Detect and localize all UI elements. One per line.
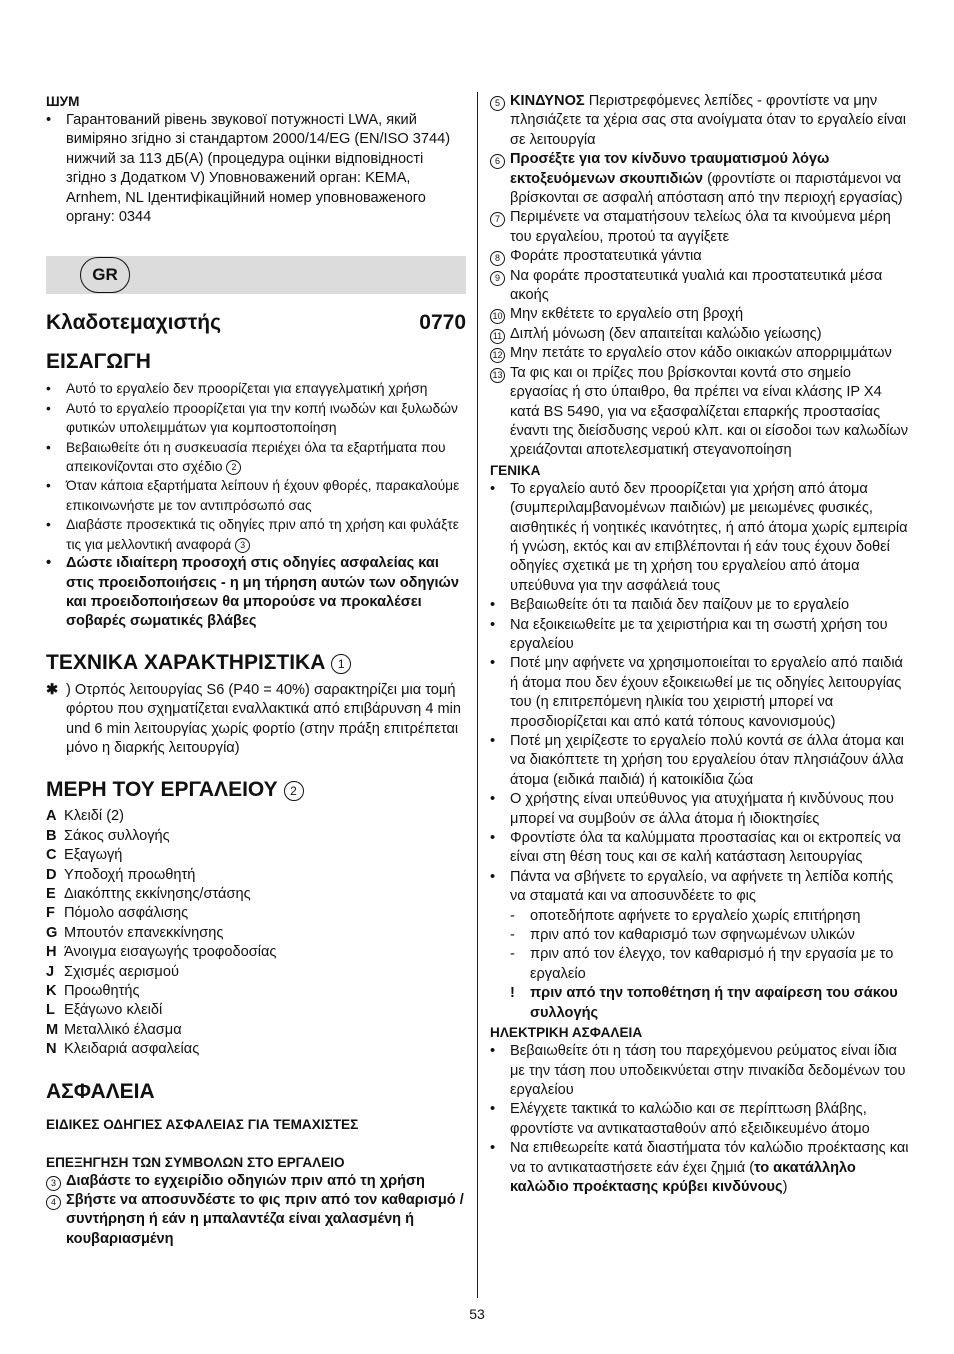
general-item: • Ο χρήστης είναι υπεύθυνος για ατυχήματα ή κινδύνους που μπορεί να συμβούν σε άλλα άτομα ή ιδιοκτησίες — [490, 790, 910, 829]
symbol-item — [490, 325, 910, 344]
general-item: • Να εξοικειωθείτε με τα χειριστήρια και τη σωστή χρήση του εργαλείου — [490, 616, 910, 655]
general-dash-list — [490, 907, 910, 985]
language-badge: GR — [80, 257, 130, 293]
figure-ref: 2 — [284, 781, 304, 801]
symbol-number: 4 — [46, 1195, 61, 1210]
symbol-item — [490, 208, 910, 247]
exclamation-icon: ! — [510, 985, 515, 1002]
part-label: Άνοιγμα εισαγωγής τροφοδοσίας — [64, 944, 277, 961]
symbol-number: 10 — [490, 309, 505, 324]
symbol-text: Φοράτε προστατευτικά γάντια — [510, 248, 702, 265]
figure-ref: 2 — [226, 460, 241, 475]
part-item — [46, 807, 466, 826]
part-label: Κλειδαριά ασφαλείας — [64, 1041, 200, 1058]
intro-list — [46, 379, 466, 631]
electrical-item: • Ελέγχετε τακτικά το καλώδιο και σε περίπτωση βλάβης, φροντίστε να αντικατασταθούν από εξειδικευμένο άτομο — [490, 1100, 910, 1139]
part-key: H — [46, 944, 57, 961]
symbol-item — [490, 247, 910, 266]
electrical-list — [490, 1042, 910, 1197]
symbol-text: Να φοράτε προστατευτικά γυαλιά και προστατευτικά μέσα ακοής — [510, 267, 883, 304]
intro-item-text: Βεβαιωθείτε ότι η συσκευασία περιέχει όλα τα εξαρτήματα που απεικονίζονται στο σχέδιο — [66, 439, 446, 475]
part-item — [46, 846, 466, 865]
part-key: G — [46, 924, 58, 941]
warning-note — [490, 984, 910, 1023]
noise-list — [46, 111, 466, 227]
symbol-item — [490, 150, 910, 208]
part-key: F — [46, 905, 55, 922]
parts-heading — [46, 777, 466, 803]
part-item — [46, 866, 466, 885]
part-key: A — [46, 808, 57, 825]
language-bar — [46, 256, 466, 294]
symbol-number: 8 — [490, 251, 505, 266]
safety-subheading-shredders: ΕΙΔΙΚΕΣ ΟΔΗΓΙΕΣ ΑΣΦΑΛΕΙΑΣ ΓΙΑ ΤΕΜΑΧΙΣΤΕΣ — [46, 1116, 359, 1132]
part-item — [46, 1040, 466, 1059]
part-key: M — [46, 1021, 59, 1038]
part-item — [46, 943, 466, 962]
specs-heading-text: ΤΕΧΝΙΚΑ ΧΑΡΑΚΤΗΡΙΣΤΙΚΑ — [46, 650, 326, 674]
symbol-text: (φροντίστε οι παριστάμενοι να βρίσκονται σε ασφαλή απόσταση από την περιοχή εργασίας) — [510, 170, 903, 207]
symbol-item — [490, 92, 910, 150]
part-label: Μπουτόν επανεκκίνησης — [64, 924, 224, 941]
general-heading: ΓΕΝΙΚΑ — [490, 462, 541, 478]
part-label: Σάκος συλλογής — [64, 827, 170, 844]
part-label: Υποδοχή προωθητή — [64, 866, 196, 883]
symbol-item — [490, 267, 910, 306]
intro-item: • Αυτό το εργαλείο δεν προορίζεται για επαγγελματική χρήση — [46, 379, 466, 398]
intro-heading: ΕΙΣΑΓΩΓΗ — [46, 350, 151, 374]
intro-item — [46, 438, 466, 477]
symbol-number: 3 — [46, 1176, 61, 1191]
part-key: B — [46, 827, 57, 844]
part-label: Προωθητής — [64, 983, 140, 999]
page-number: 53 — [469, 1306, 485, 1322]
symbol-text: Τα φις και οι πρίζες που βρίσκονται κοντά στο σημείο εργασίας ή στο ύπαιθρο, θα πρέπει να είναι κλάσης IP X4 κατά BS 5490, για να εξασφαλίζεται επαρκής προστασίας έναντι της διείσδυσης νερού κλπ. και οι είσοδοι των καλωδίων χρειάζονται αποτελεσματική στεγανοποίηση — [510, 364, 909, 459]
electrical-item-bold: το ακατάλληλο καλώδιο προέκτασης κρύβει κινδύνους — [510, 1159, 856, 1195]
symbol-number: 7 — [490, 212, 505, 227]
part-label: Διακόπτης εκκίνησης/στάσης — [64, 885, 251, 902]
general-item: • Πάντα να σβήνετε το εργαλείο, να αφήνετε τη λεπίδα κοπής να σταματά και να αποσυνδέετε το φις — [490, 868, 910, 907]
symbol-text: Περιστρεφόμενες λεπίδες - φροντίστε να μην πλησιάζετε τα χέρια σας στα ανοίγματα όταν το εργαλείο είναι σε λειτουργία — [510, 93, 907, 148]
electrical-item: • Βεβαιωθείτε ότι η τάση του παρεχόμενου ρεύματος είναι ίδια με την τάση που υποδεικνύεται στην πινακίδα δεδομένων του εργαλείου — [490, 1042, 910, 1100]
symbol-number: 11 — [490, 329, 505, 344]
asterisk-icon: ✱ — [46, 681, 59, 698]
symbol-text: Διαβάστε το εγχειρίδιο οδηγιών πριν από τη χρήση — [66, 1172, 425, 1189]
right-column — [490, 92, 910, 1197]
part-key: C — [46, 847, 57, 864]
symbol-text: Μην εκθέτετε το εργαλείο στη βροχή — [510, 306, 744, 323]
electrical-item — [490, 1139, 910, 1197]
part-label: Εξάγωνο κλειδί — [64, 1002, 163, 1019]
intro-item: • Αυτό το εργαλείο προορίζεται για την κοπή ινωδών και ξυλωδών φυτικών υπολειμμάτων για κομποστοποίηση — [46, 399, 466, 438]
part-item — [46, 982, 466, 1001]
specs-note — [46, 681, 466, 759]
column-divider — [477, 92, 478, 1298]
general-list — [490, 480, 910, 907]
part-label: Εξαγωγή — [64, 847, 123, 864]
intro-item — [46, 515, 466, 554]
symbol-item — [46, 1191, 466, 1249]
intro-item: • Όταν κάποια εξαρτήματα λείπουν ή έχουν φθορές, παρακαλούμε επικοινωνήστε με τον αντιπρόσωπό σας — [46, 476, 466, 515]
general-item: • Φροντίστε όλα τα καλύμματα προστασίας και οι εκτροπείς να είναι στη θέση τους και σε καλή κατάσταση λειτουργίας — [490, 829, 910, 868]
part-label: Μεταλλικό έλασμα — [64, 1021, 182, 1038]
part-label: Κλειδί (2) — [64, 808, 125, 825]
electrical-item-text: Να επιθεωρείτε κατά διαστήματα τόν καλώδιο προέκτασης και να το αντικαταστήσετε εάν έχει ζημιά ( — [510, 1140, 909, 1176]
noise-item: • Гарантований рівень звукової потужності LWA, який виміряно згідно зі стандартом 2000/14/EG (EN/ISO 3744) нижчий за 113 дБ(А) (процедура оцінки відповідності згідно з Додатком V) Уповноважений орган: KEMA, Arnhem, NL Ідентифікаційний номер уповноваженого органу: 0344 — [46, 111, 466, 227]
general-item: • Ποτέ μην αφήνετε να χρησιμοποιείται το εργαλείο από παιδιά ή άτομα που δεν έχουν εξοικειωθεί με τις οδηγίες λειτουργίας του (η επιτρεπόμενη ηλικία του χειριστή μπορεί να προσδιορίζεται και από κατά τόπους κανονισμούς) — [490, 654, 910, 732]
noise-heading: ШУМ — [46, 94, 80, 109]
part-item — [46, 1001, 466, 1020]
part-item — [46, 963, 466, 982]
part-label: Σχισμές αερισμού — [64, 963, 179, 980]
safety-heading: ΑΣΦΑΛΕΙΑ — [46, 1079, 155, 1103]
electrical-item-end: ) — [782, 1178, 788, 1195]
specs-heading — [46, 650, 466, 676]
product-title-row — [46, 310, 466, 336]
symbol-number: 6 — [490, 154, 505, 169]
symbol-item — [46, 1172, 466, 1191]
symbol-text: Περιμένετε να σταματήσουν τελείως όλα τα κινούμενα μέρη του εργαλείου, προτού τα αγγίξετε — [510, 209, 891, 245]
product-title: Κλαδοτεμαχιστής — [46, 311, 221, 335]
symbol-number: 9 — [490, 271, 505, 286]
parts-heading-text: ΜΕΡΗ ΤΟΥ ΕΡΓΑΛΕΙΟΥ — [46, 778, 278, 802]
part-label: Πόμολο ασφάλισης — [64, 905, 189, 922]
part-item — [46, 885, 466, 904]
part-key: L — [46, 1002, 55, 1019]
symbol-text: Διπλή μόνωση (δεν απαιτείται καλώδιο γείωσης) — [510, 325, 822, 342]
symbol-text: Μην πετάτε το εργαλείο στον κάδο οικιακών απορριμμάτων — [510, 345, 892, 362]
symbol-text: Σβήστε να αποσυνδέστε το φις πριν από τον καθαρισμό / συντήρηση ή εάν η μπαλαντέζα είναι χαλασμένη ή κουβαριασμένη — [66, 1192, 464, 1247]
specs-note-text: ) Οτρπός λειτουργίας S6 (P40 = 40%) σαρακτηρίζει μια τομή φόρτου που σχηματίζεται εναλλακτικά από επιβάρυνση 4 min und 6 min λειτουργίας χωρίς φορτίο (στην πράξη επιτρέπεται μόνο η διαρκής λειτουργία) — [66, 681, 461, 756]
part-key: D — [46, 866, 57, 883]
part-key: K — [46, 983, 57, 999]
symbol-item — [490, 305, 910, 324]
part-item — [46, 904, 466, 923]
general-item: • Βεβαιωθείτε ότι τα παιδιά δεν παίζουν με το εργαλείο — [490, 596, 910, 615]
part-key: J — [46, 963, 55, 980]
part-key: N — [46, 1041, 57, 1058]
symbol-number: 12 — [490, 348, 505, 363]
intro-item-text: Διαβάστε προσεκτικά τις οδηγίες πριν από τη χρήση και φυλάξτε τις για μελλοντική αναφορά — [66, 517, 459, 552]
dash-item: - οποτεδήποτε αφήνετε το εργαλείο χωρίς επιτήρηση — [510, 907, 910, 926]
symbol-bold-text: Προσέξτε για τον κίνδυνο τραυματισμού λόγω εκτοξευόμενων σκουπιδιών — [510, 151, 830, 187]
general-item: • Ποτέ μη χειρίζεστε το εργαλείο πολύ κοντά σε άλλα άτομα και να διακόπτετε τη χρήση του εργαλείου όταν πλησιάζουν άλλα άτομα (ειδικά παιδιά) ή κατοικίδια ζώα — [490, 732, 910, 790]
product-model: 0770 — [419, 311, 466, 335]
symbol-item — [490, 344, 910, 363]
part-key: E — [46, 885, 56, 902]
dash-item: - πριν από τον καθαρισμό των σφηνωμένων υλικών — [510, 926, 910, 945]
electrical-heading: ΗΛΕΚΤΡΙΚΗ ΑΣΦΑΛΕΙΑ — [490, 1025, 643, 1041]
part-item — [46, 924, 466, 943]
symbol-number: 13 — [490, 368, 505, 383]
parts-list — [46, 807, 466, 1059]
symbol-item — [490, 364, 910, 461]
part-item — [46, 827, 466, 846]
intro-warning-item: • Δώστε ιδιαίτερη προσοχή στις οδηγίες ασφαλείας και στις προειδοποιήσεις - η μη τήρηση αυτών των οδηγιών και προειδοποιήσεων θα μπορούσε να προκαλέσει σοβαρές σωματικές βλάβες — [46, 554, 466, 632]
general-item: • Το εργαλείο αυτό δεν προορίζεται για χρήση από άτομα (συμπεριλαμβανομένων παιδιών) με μειωμένες φυσικές, αισθητικές ή νοητικές ικανότητες, ή από άτομα χωρίς εμπειρία ή γνώση, εκτός και αν επιβλέπονται ή εάν τους έχουν δοθεί οδηγίες σχετικά με τη χρήση του εργαλείου από άτομα υπεύθυνα για την ασφάλειά τους — [490, 480, 910, 596]
symbol-bold-text: ΚΙΝΔΥΝΟΣ — [510, 93, 585, 109]
figure-ref: 3 — [235, 538, 250, 553]
part-item — [46, 1021, 466, 1040]
warning-note-text: πριν από την τοποθέτηση ή την αφαίρεση του σάκου συλλογής — [530, 985, 898, 1021]
dash-item: - πριν από τον έλεγχο, τον καθαρισμό ή την εργασία με το εργαλείο — [510, 945, 910, 984]
left-column — [46, 92, 466, 1249]
symbol-number: 5 — [490, 96, 505, 111]
figure-ref: 1 — [331, 654, 351, 674]
safety-subheading-symbols: ΕΠΕΞΗΓΗΣΗ ΤΩΝ ΣΥΜΒΟΛΩΝ ΣΤΟ ΕΡΓΑΛΕΙΟ — [46, 1154, 345, 1170]
